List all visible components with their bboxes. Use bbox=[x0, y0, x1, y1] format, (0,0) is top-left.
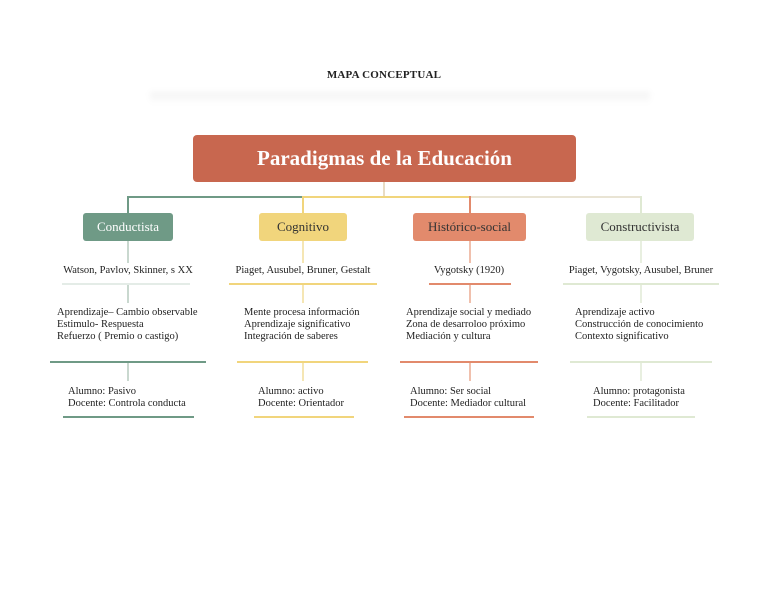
category-box-cognitivo bbox=[259, 213, 347, 241]
connector-branch-right bbox=[469, 196, 640, 198]
role-item: Docente: Orientador bbox=[258, 398, 345, 409]
authors-text: Watson, Pavlov, Skinner, s XX bbox=[63, 265, 193, 276]
roles-list bbox=[258, 386, 344, 410]
role-item: Docente: Mediador cultural bbox=[410, 398, 527, 409]
category-box-conductista bbox=[83, 213, 173, 241]
connector-line bbox=[640, 241, 642, 263]
connector-line bbox=[302, 241, 304, 263]
divider-line bbox=[62, 283, 190, 285]
concept-item: Zona de desarroloo próximo bbox=[406, 319, 526, 330]
connector-conductista bbox=[127, 196, 129, 213]
connector-line bbox=[127, 285, 129, 303]
page-title: MAPA CONCEPTUAL bbox=[326, 69, 442, 81]
role-item: Docente: Facilitador bbox=[593, 398, 680, 409]
divider-line bbox=[404, 416, 534, 418]
roles-list bbox=[68, 386, 186, 410]
divider-line bbox=[254, 416, 354, 418]
concept-item: Mediación y cultura bbox=[406, 331, 491, 342]
role-item: Alumno: protagonista bbox=[593, 386, 685, 397]
main-connector-stem bbox=[383, 182, 385, 196]
main-topic-label: Paradigmas de la Educación bbox=[257, 146, 512, 170]
concept-list bbox=[406, 307, 531, 343]
connector-line bbox=[302, 285, 304, 303]
connector-historico bbox=[469, 196, 471, 213]
concept-item: Refuerzo ( Premio o castigo) bbox=[57, 331, 179, 342]
connector-branch-cognitivo bbox=[302, 196, 469, 198]
authors-text: Piaget, Vygotsky, Ausubel, Bruner bbox=[568, 265, 714, 276]
category-box-historico-social bbox=[413, 213, 526, 241]
connector-line bbox=[640, 363, 642, 381]
connector-line bbox=[640, 285, 642, 303]
role-item: Alumno: Ser social bbox=[410, 386, 492, 397]
role-item: Docente: Controla conducta bbox=[68, 398, 186, 409]
category-label: Constructivista bbox=[600, 219, 680, 234]
connector-cognitivo bbox=[302, 196, 304, 213]
connector-line bbox=[127, 363, 129, 381]
connector-branch-conductista bbox=[128, 196, 302, 198]
role-item: Alumno: Pasivo bbox=[68, 386, 136, 397]
category-label: Cognitivo bbox=[276, 219, 329, 234]
connector-line bbox=[469, 285, 471, 303]
roles-list bbox=[410, 386, 526, 410]
concept-list bbox=[575, 307, 703, 343]
concept-item: Aprendizaje social y mediado bbox=[406, 307, 532, 318]
divider-line bbox=[63, 416, 194, 418]
concept-item: Aprendizaje significativo bbox=[244, 319, 351, 330]
connector-line bbox=[127, 241, 129, 263]
concept-item: Contexto significativo bbox=[575, 331, 669, 342]
concept-item: Construcción de conocimiento bbox=[575, 319, 704, 330]
connector-line bbox=[302, 363, 304, 381]
concept-list bbox=[244, 307, 359, 343]
role-item: Alumno: activo bbox=[258, 386, 324, 397]
divider-line bbox=[587, 416, 695, 418]
concept-list bbox=[57, 307, 198, 343]
concept-item: Mente procesa información bbox=[244, 307, 360, 318]
concept-item: Estimulo- Respuesta bbox=[57, 319, 144, 330]
category-box-constructivista bbox=[586, 213, 694, 241]
category-label: Histórico-social bbox=[427, 219, 512, 234]
connector-constructivista bbox=[640, 196, 642, 213]
authors-text: Vygotsky (1920) bbox=[433, 265, 505, 276]
category-label: Conductista bbox=[96, 219, 160, 234]
roles-list bbox=[593, 386, 685, 410]
concept-item: Aprendizaje activo bbox=[575, 307, 655, 318]
connector-line bbox=[469, 241, 471, 263]
main-topic-box bbox=[193, 135, 576, 182]
authors-text: Piaget, Ausubel, Bruner, Gestalt bbox=[235, 265, 371, 276]
concept-item: Aprendizaje– Cambio observable bbox=[57, 307, 198, 318]
title-shadow-divider bbox=[150, 92, 650, 104]
connector-line bbox=[469, 363, 471, 381]
concept-item: Integración de saberes bbox=[244, 331, 338, 342]
